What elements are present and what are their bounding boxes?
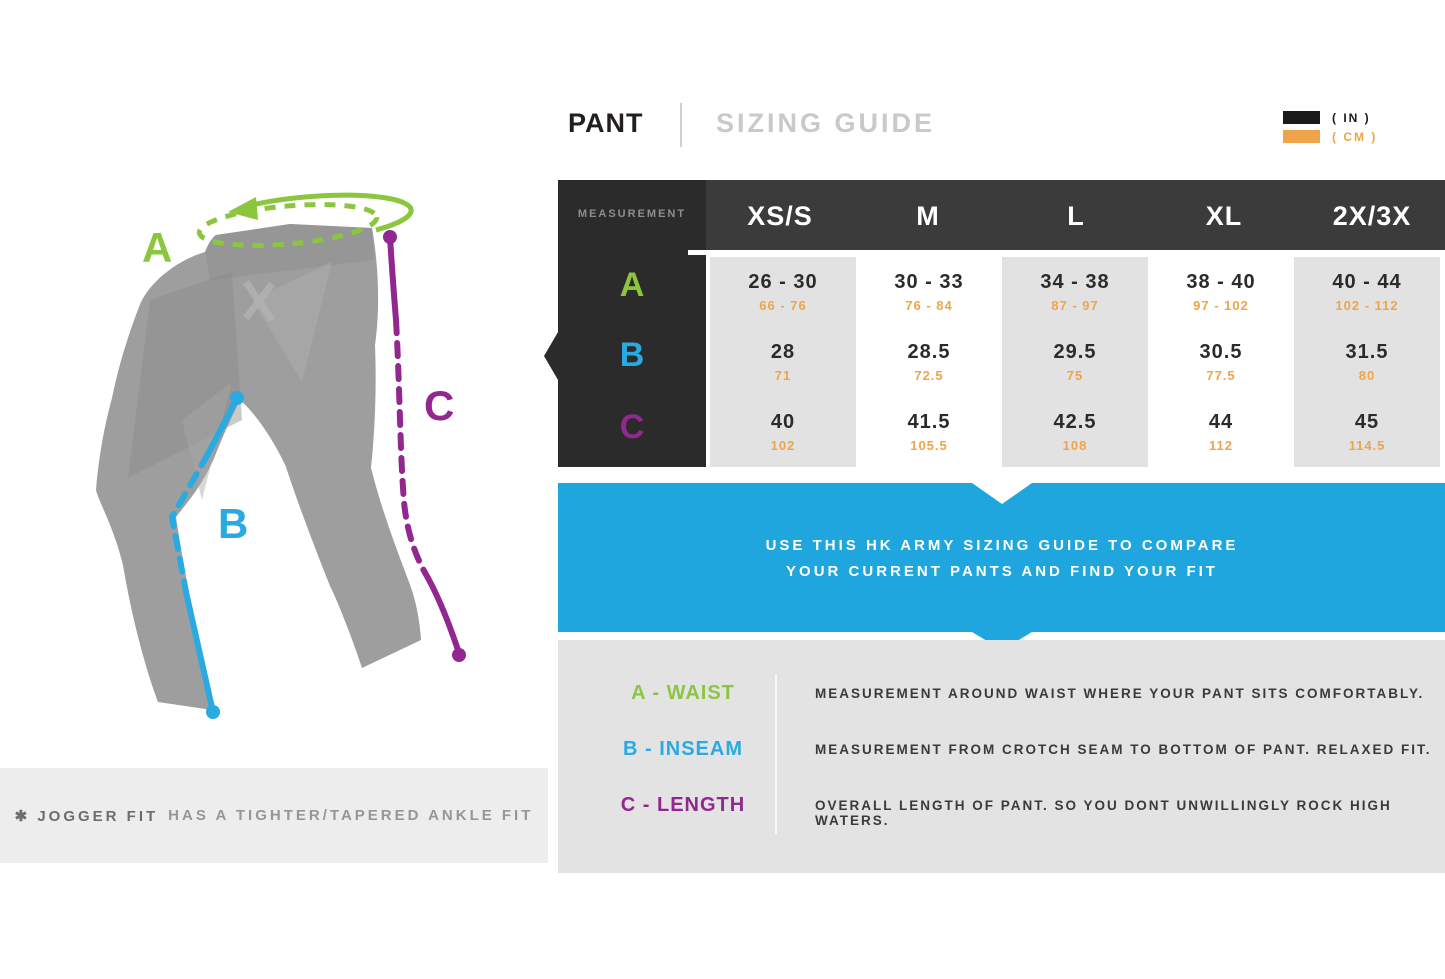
value-inches: 26 - 30 <box>748 271 818 293</box>
banner-top-notch-icon <box>972 483 1032 504</box>
value-cm: 71 <box>774 368 792 383</box>
inseam-letter-label: B <box>218 500 249 547</box>
inseam-endpoint-dot <box>230 391 244 405</box>
banner-line-2: YOUR CURRENT PANTS AND FIND YOUR FIT <box>786 563 1218 580</box>
column-2x3x <box>1294 257 1440 467</box>
column-header-l: L <box>1067 201 1085 231</box>
value-inches: 31.5 <box>1345 341 1389 363</box>
sizing-table <box>558 180 1445 467</box>
jogger-fit-note <box>0 768 548 863</box>
size-column-headers <box>706 180 1445 253</box>
inseam-endpoint-dot <box>206 705 220 719</box>
legend-row-centimeters <box>1283 127 1377 146</box>
value-cm: 80 <box>1358 368 1376 383</box>
page-subtitle: SIZING GUIDE <box>716 108 936 138</box>
column-xss <box>710 257 856 467</box>
value-inches: 44 <box>1208 411 1234 433</box>
value-cm: 102 - 112 <box>1335 298 1399 313</box>
value-inches: 41.5 <box>907 411 951 433</box>
cell-c-2x3x <box>1294 397 1440 467</box>
definition-row-inseam <box>558 738 1445 762</box>
value-inches: 40 <box>770 411 796 433</box>
length-endpoint-dot <box>452 648 466 662</box>
cell-b-xl <box>1148 327 1294 397</box>
value-cm: 108 <box>1062 438 1088 453</box>
jogger-note-text: HAS A TIGHTER/TAPERED ANKLE FIT <box>168 807 534 824</box>
banner-line-1: USE THIS HK ARMY SIZING GUIDE TO COMPARE <box>765 537 1239 554</box>
measurement-definitions <box>558 640 1445 873</box>
value-inches: 42.5 <box>1053 411 1097 433</box>
value-cm: 87 - 97 <box>1051 298 1099 313</box>
value-inches: 30 - 33 <box>894 271 964 293</box>
value-inches: 34 - 38 <box>1040 271 1110 293</box>
centimeters-label: ( CM ) <box>1332 129 1378 144</box>
column-header-m: M <box>916 201 940 231</box>
size-values-grid <box>710 257 1440 467</box>
inseam-definition-text: MEASUREMENT FROM CROTCH SEAM TO BOTTOM OF PANT. RELAXED FIT. <box>815 742 1432 757</box>
value-inches: 28 <box>770 341 796 363</box>
column-header-xss: XS/S <box>747 201 813 231</box>
column-header-xl: XL <box>1205 201 1243 231</box>
row-letter-a: A <box>619 266 645 304</box>
pants-illustration <box>60 190 530 760</box>
value-cm: 76 - 84 <box>905 298 953 313</box>
title-divider <box>680 103 682 147</box>
value-cm: 112 <box>1209 438 1233 453</box>
cell-b-l <box>1002 327 1148 397</box>
info-banner <box>558 483 1445 632</box>
cell-a-xl <box>1148 257 1294 327</box>
cell-a-xss <box>710 257 856 327</box>
value-cm: 97 - 102 <box>1193 298 1249 313</box>
value-cm: 66 - 76 <box>759 298 807 313</box>
cell-b-xss <box>710 327 856 397</box>
waist-definition-label: A - WAIST <box>631 682 735 704</box>
length-definition-label: C - LENGTH <box>620 794 746 816</box>
cell-b-2x3x <box>1294 327 1440 397</box>
column-m <box>856 257 1002 467</box>
cell-b-m <box>856 327 1002 397</box>
cell-a-m <box>856 257 1002 327</box>
banner-text <box>558 533 1445 585</box>
value-inches: 40 - 44 <box>1332 271 1402 293</box>
value-inches: 45 <box>1354 411 1380 433</box>
length-letter-label: C <box>424 382 455 429</box>
value-inches: 30.5 <box>1199 341 1243 363</box>
header-underline <box>688 250 1445 255</box>
value-inches: 28.5 <box>907 341 951 363</box>
waist-definition-text: MEASUREMENT AROUND WAIST WHERE YOUR PANT SITS COMFORTABLY. <box>815 686 1425 701</box>
column-l <box>1002 257 1148 467</box>
value-cm: 75 <box>1066 368 1084 383</box>
page-title: PANT <box>568 108 644 138</box>
length-endpoint-dot <box>383 230 397 244</box>
row-letter-c: C <box>619 408 645 446</box>
value-cm: 114.5 <box>1348 438 1386 453</box>
value-cm: 77.5 <box>1206 368 1236 383</box>
cell-c-xss <box>710 397 856 467</box>
definition-row-waist <box>558 682 1445 706</box>
value-cm: 102 <box>770 438 796 453</box>
value-cm: 105.5 <box>910 438 948 453</box>
cell-c-m <box>856 397 1002 467</box>
panel-pointer-icon <box>544 332 558 380</box>
length-definition-text: OVERALL LENGTH OF PANT. SO YOU DONT UNWILLINGLY ROCK HIGH WATERS. <box>815 798 1392 828</box>
measurement-panel <box>558 180 706 467</box>
inseam-definition-label: B - INSEAM <box>623 738 743 760</box>
value-cm: 72.5 <box>914 368 944 383</box>
value-inches: 29.5 <box>1053 341 1097 363</box>
inches-swatch-icon <box>1283 111 1320 124</box>
cell-c-xl <box>1148 397 1294 467</box>
row-letter-b: B <box>619 336 645 374</box>
jogger-note-prefix: ✱ JOGGER FIT <box>14 807 159 825</box>
legend-row-inches <box>1283 108 1377 127</box>
column-header-2x3x: 2X/3X <box>1332 201 1412 231</box>
waist-ellipse-solid <box>240 195 411 230</box>
column-xl <box>1148 257 1294 467</box>
cell-a-l <box>1002 257 1148 327</box>
measurement-corner-label: MEASUREMENT <box>577 208 687 220</box>
unit-legend <box>1283 108 1377 146</box>
cell-a-2x3x <box>1294 257 1440 327</box>
inches-label: ( IN ) <box>1332 110 1371 125</box>
cell-c-l <box>1002 397 1148 467</box>
definition-row-length <box>558 794 1445 828</box>
value-inches: 38 - 40 <box>1186 271 1256 293</box>
centimeters-swatch-icon <box>1283 130 1320 143</box>
waist-letter-label: A <box>142 224 173 271</box>
